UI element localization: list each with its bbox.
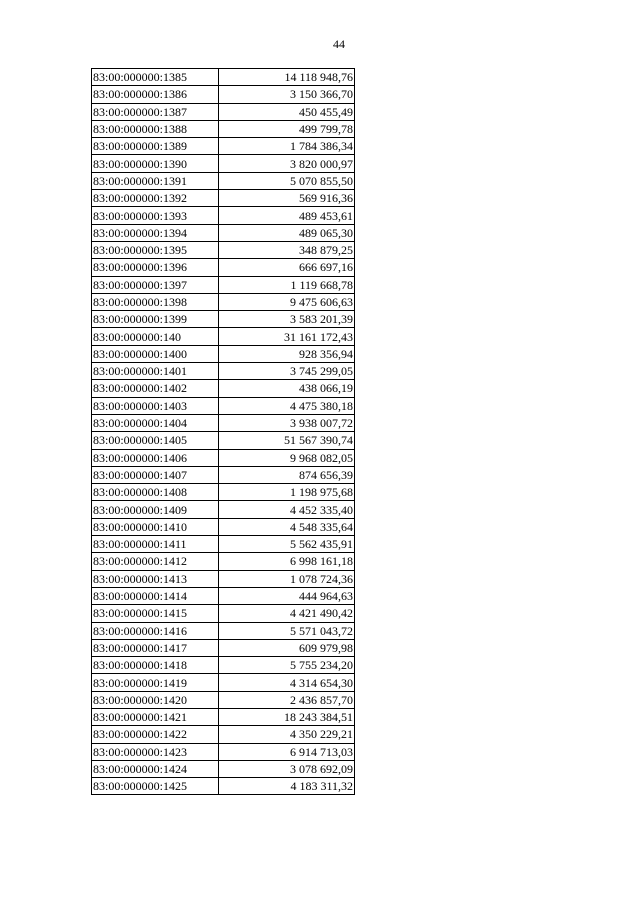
table-row <box>92 432 355 449</box>
cadastral-number-cell: 83:00:000000:1413 <box>92 570 219 587</box>
cadastral-number-cell: 83:00:000000:1410 <box>92 518 219 535</box>
cadastral-number-cell: 83:00:000000:1397 <box>92 276 219 293</box>
cadastral-number-cell: 83:00:000000:1395 <box>92 241 219 258</box>
cadastral-value-cell: 2 436 857,70 <box>219 691 355 708</box>
cadastral-number-cell: 83:00:000000:1405 <box>92 432 219 449</box>
cadastral-value-cell: 1 119 668,78 <box>219 276 355 293</box>
cadastral-number-cell: 83:00:000000:1393 <box>92 207 219 224</box>
table-row <box>92 484 355 501</box>
cadastral-value-cell: 18 243 384,51 <box>219 708 355 725</box>
cadastral-value-cell: 3 820 000,97 <box>219 155 355 172</box>
cadastral-value-cell: 51 567 390,74 <box>219 432 355 449</box>
cadastral-value-table <box>91 68 355 795</box>
cadastral-value-cell: 444 964,63 <box>219 587 355 604</box>
cadastral-number-cell: 83:00:000000:1387 <box>92 103 219 120</box>
cadastral-value-cell: 928 356,94 <box>219 345 355 362</box>
cadastral-value-cell: 1 078 724,36 <box>219 570 355 587</box>
cadastral-value-cell: 5 571 043,72 <box>219 622 355 639</box>
cadastral-number-cell: 83:00:000000:1392 <box>92 190 219 207</box>
cadastral-number-cell: 83:00:000000:1403 <box>92 397 219 414</box>
cadastral-value-cell: 1 784 386,34 <box>219 138 355 155</box>
table-row <box>92 120 355 137</box>
cadastral-number-cell: 83:00:000000:1423 <box>92 743 219 760</box>
table-row <box>92 708 355 725</box>
cadastral-number-cell: 83:00:000000:1386 <box>92 86 219 103</box>
table-row <box>92 414 355 431</box>
cadastral-value-cell: 874 656,39 <box>219 466 355 483</box>
cadastral-number-cell: 83:00:000000:1414 <box>92 587 219 604</box>
cadastral-value-cell: 4 475 380,18 <box>219 397 355 414</box>
cadastral-value-cell: 4 452 335,40 <box>219 501 355 518</box>
cadastral-value-cell: 4 350 229,21 <box>219 726 355 743</box>
cadastral-number-cell: 83:00:000000:1421 <box>92 708 219 725</box>
cadastral-number-cell: 83:00:000000:1417 <box>92 639 219 656</box>
cadastral-value-cell: 3 938 007,72 <box>219 414 355 431</box>
cadastral-number-cell: 83:00:000000:1399 <box>92 311 219 328</box>
cadastral-value-cell: 5 755 234,20 <box>219 657 355 674</box>
table-row <box>92 224 355 241</box>
table-row <box>92 345 355 362</box>
cadastral-number-cell: 83:00:000000:1389 <box>92 138 219 155</box>
cadastral-number-cell: 83:00:000000:1409 <box>92 501 219 518</box>
table-row <box>92 363 355 380</box>
cadastral-value-cell: 3 150 366,70 <box>219 86 355 103</box>
table-row <box>92 190 355 207</box>
cadastral-value-cell: 3 745 299,05 <box>219 363 355 380</box>
cadastral-value-cell: 3 583 201,39 <box>219 311 355 328</box>
cadastral-value-cell: 9 968 082,05 <box>219 449 355 466</box>
table-row <box>92 172 355 189</box>
cadastral-value-cell: 6 998 161,18 <box>219 553 355 570</box>
table-row <box>92 276 355 293</box>
cadastral-value-cell: 9 475 606,63 <box>219 293 355 310</box>
cadastral-number-cell: 83:00:000000:1385 <box>92 69 219 86</box>
cadastral-number-cell: 83:00:000000:1388 <box>92 120 219 137</box>
cadastral-number-cell: 83:00:000000:1415 <box>92 605 219 622</box>
cadastral-value-cell: 5 070 855,50 <box>219 172 355 189</box>
table-row <box>92 639 355 656</box>
table-row <box>92 397 355 414</box>
cadastral-number-cell: 83:00:000000:1391 <box>92 172 219 189</box>
table-row <box>92 518 355 535</box>
cadastral-value-cell: 4 548 335,64 <box>219 518 355 535</box>
cadastral-number-cell: 83:00:000000:1390 <box>92 155 219 172</box>
cadastral-number-cell: 83:00:000000:1402 <box>92 380 219 397</box>
cadastral-number-cell: 83:00:000000:1401 <box>92 363 219 380</box>
cadastral-number-cell: 83:00:000000:1418 <box>92 657 219 674</box>
table-row <box>92 726 355 743</box>
page-number: 44 <box>333 37 345 51</box>
cadastral-value-cell: 4 314 654,30 <box>219 674 355 691</box>
table-row <box>92 587 355 604</box>
cadastral-value-cell: 438 066,19 <box>219 380 355 397</box>
cadastral-number-cell: 83:00:000000:1416 <box>92 622 219 639</box>
table-row <box>92 674 355 691</box>
table-row <box>92 501 355 518</box>
cadastral-value-cell: 4 421 490,42 <box>219 605 355 622</box>
cadastral-number-cell: 83:00:000000:1406 <box>92 449 219 466</box>
cadastral-value-cell: 499 799,78 <box>219 120 355 137</box>
cadastral-value-cell: 14 118 948,76 <box>219 69 355 86</box>
cadastral-value-cell: 1 198 975,68 <box>219 484 355 501</box>
table-row <box>92 241 355 258</box>
cadastral-number-cell: 83:00:000000:1404 <box>92 414 219 431</box>
cadastral-number-cell: 83:00:000000:1408 <box>92 484 219 501</box>
table-row <box>92 138 355 155</box>
cadastral-number-cell: 83:00:000000:1412 <box>92 553 219 570</box>
cadastral-value-cell: 569 916,36 <box>219 190 355 207</box>
table-row <box>92 311 355 328</box>
cadastral-number-cell: 83:00:000000:1396 <box>92 259 219 276</box>
table-row <box>92 69 355 86</box>
cadastral-value-cell: 31 161 172,43 <box>219 328 355 345</box>
table-row <box>92 207 355 224</box>
cadastral-value-cell: 666 697,16 <box>219 259 355 276</box>
cadastral-number-cell: 83:00:000000:140 <box>92 328 219 345</box>
cadastral-number-cell: 83:00:000000:1394 <box>92 224 219 241</box>
cadastral-number-cell: 83:00:000000:1424 <box>92 760 219 777</box>
table-row <box>92 328 355 345</box>
table-row <box>92 622 355 639</box>
table-row <box>92 605 355 622</box>
table-row <box>92 743 355 760</box>
cadastral-value-cell: 609 979,98 <box>219 639 355 656</box>
cadastral-number-cell: 83:00:000000:1398 <box>92 293 219 310</box>
cadastral-number-cell: 83:00:000000:1425 <box>92 778 219 795</box>
cadastral-value-cell: 348 879,25 <box>219 241 355 258</box>
table-row <box>92 259 355 276</box>
cadastral-value-cell: 4 183 311,32 <box>219 778 355 795</box>
table-row <box>92 293 355 310</box>
table-row <box>92 103 355 120</box>
table-row <box>92 691 355 708</box>
cadastral-value-cell: 450 455,49 <box>219 103 355 120</box>
table-row <box>92 778 355 795</box>
table-row <box>92 553 355 570</box>
table-row <box>92 86 355 103</box>
cadastral-number-cell: 83:00:000000:1420 <box>92 691 219 708</box>
cadastral-number-cell: 83:00:000000:1419 <box>92 674 219 691</box>
cadastral-value-cell: 6 914 713,03 <box>219 743 355 760</box>
cadastral-number-cell: 83:00:000000:1400 <box>92 345 219 362</box>
table-row <box>92 570 355 587</box>
table-body <box>92 69 355 795</box>
cadastral-number-cell: 83:00:000000:1422 <box>92 726 219 743</box>
cadastral-value-cell: 489 453,61 <box>219 207 355 224</box>
cadastral-value-cell: 5 562 435,91 <box>219 536 355 553</box>
cadastral-value-cell: 489 065,30 <box>219 224 355 241</box>
table-row <box>92 760 355 777</box>
cadastral-value-cell: 3 078 692,09 <box>219 760 355 777</box>
table-row <box>92 466 355 483</box>
table-row <box>92 449 355 466</box>
cadastral-number-cell: 83:00:000000:1407 <box>92 466 219 483</box>
cadastral-number-cell: 83:00:000000:1411 <box>92 536 219 553</box>
table-row <box>92 155 355 172</box>
table-row <box>92 657 355 674</box>
table-row <box>92 380 355 397</box>
table-row <box>92 536 355 553</box>
